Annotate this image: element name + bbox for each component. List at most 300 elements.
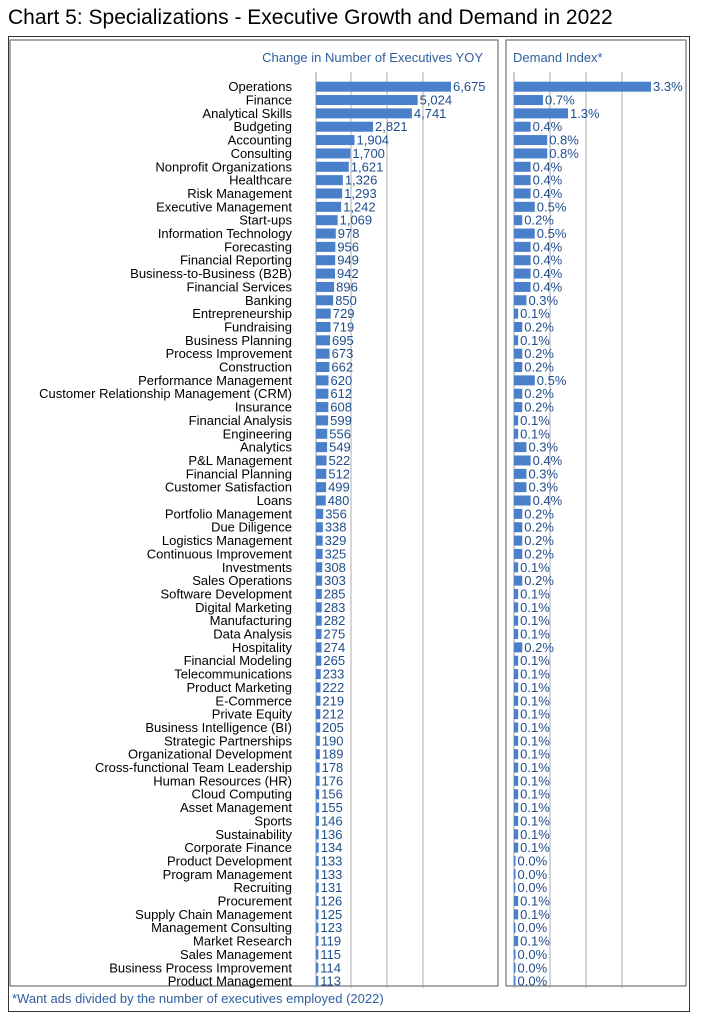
right-value-label: 0.1% (520, 666, 550, 682)
right-bar (514, 709, 518, 719)
category-label: Operations (228, 79, 292, 95)
right-value-label: 0.0% (517, 866, 548, 882)
left-bar (316, 255, 335, 265)
left-value-label: 4,741 (413, 105, 447, 121)
left-value-label: 212 (322, 706, 344, 722)
left-value-label: 123 (320, 920, 343, 936)
left-bar (316, 629, 322, 639)
left-bar (316, 976, 318, 986)
left-value-label: 978 (337, 226, 360, 242)
category-label: Recruiting (233, 880, 292, 896)
right-value-label: 0.1% (520, 706, 550, 722)
category-label: Financial Analysis (188, 412, 292, 428)
right-value-label: 0.0% (517, 920, 548, 936)
left-value-label: 549 (329, 439, 351, 455)
right-bar (514, 763, 518, 773)
category-label: Entrepreneurship (192, 306, 292, 322)
right-bar (514, 135, 547, 145)
category-label: Business-to-Business (B2B) (130, 266, 292, 282)
left-bar (316, 856, 319, 866)
left-value-label: 949 (337, 252, 359, 268)
category-label: Investments (221, 559, 292, 575)
left-value-label: 114 (320, 960, 342, 976)
right-value-label: 0.0% (517, 946, 548, 962)
category-label: Financial Services (186, 279, 292, 295)
right-bar (514, 522, 522, 532)
category-label: Cloud Computing (191, 786, 292, 802)
left-bar (316, 188, 342, 198)
right-value-label: 0.8% (549, 145, 579, 161)
left-bar (316, 549, 323, 559)
category-label: Product Development (166, 853, 292, 869)
left-value-label: 325 (324, 546, 347, 562)
left-value-label: 662 (331, 359, 354, 375)
right-value-label: 0.5% (536, 199, 567, 215)
category-label: Analytical Skills (202, 105, 292, 121)
right-value-label: 0.3% (528, 479, 559, 495)
left-value-label: 612 (330, 386, 353, 402)
left-value-label: 131 (320, 880, 343, 896)
category-label: Continuous Improvement (146, 546, 292, 562)
left-bar (316, 482, 326, 492)
left-bar (316, 536, 323, 546)
left-bar (316, 829, 319, 839)
left-bar (316, 295, 333, 305)
right-value-label: 0.0% (517, 960, 548, 976)
right-bar (514, 936, 518, 946)
right-bar (514, 95, 543, 105)
right-value-label: 0.4% (532, 185, 563, 201)
right-bar (514, 589, 518, 599)
left-bar (316, 496, 326, 506)
left-bar (316, 322, 331, 332)
left-panel-header: Change in Number of Executives YOY (262, 50, 483, 65)
right-value-label: 0.4% (532, 266, 563, 282)
left-bar (316, 282, 334, 292)
right-value-label: 0.2% (524, 639, 554, 655)
right-bar (514, 375, 535, 385)
left-bar (316, 883, 319, 893)
category-label: Information Technology (157, 226, 292, 242)
right-bar (514, 923, 516, 933)
right-value-label: 1.3% (569, 105, 600, 121)
left-bar (316, 869, 319, 879)
left-bar (316, 776, 320, 786)
right-value-label: 0.1% (520, 826, 550, 842)
right-bar (514, 309, 518, 319)
category-label: Software Development (160, 586, 292, 602)
category-label: E-Commerce (215, 693, 292, 709)
category-label: Customer Relationship Management (CRM) (39, 386, 292, 402)
right-bar (514, 669, 518, 679)
right-value-label: 0.2% (524, 359, 554, 375)
category-label: Due Diligence (211, 519, 292, 535)
right-value-label: 0.2% (524, 212, 554, 228)
left-value-label: 133 (320, 866, 343, 882)
category-label: Customer Satisfaction (164, 479, 292, 495)
category-label: Business Process Improvement (109, 960, 292, 976)
right-value-label: 0.1% (520, 559, 550, 575)
right-bar (514, 629, 518, 639)
left-bar (316, 522, 323, 532)
category-label: Hospitality (232, 639, 292, 655)
left-bar (316, 749, 320, 759)
right-value-label: 0.4% (532, 172, 563, 188)
right-value-label: 0.4% (532, 159, 563, 175)
right-bar (514, 509, 522, 519)
left-value-label: 338 (324, 519, 347, 535)
left-value-label: 695 (332, 332, 354, 348)
right-bar (514, 869, 516, 879)
category-label: Finance (245, 92, 292, 108)
left-value-label: 556 (329, 426, 351, 442)
left-bar (316, 349, 330, 359)
right-panel-header: Demand Index* (513, 50, 603, 65)
category-label: Financial Modeling (183, 653, 292, 669)
right-value-label: 0.1% (520, 733, 550, 749)
left-value-label: 1,242 (343, 199, 376, 215)
right-value-label: 0.4% (532, 239, 563, 255)
right-bar (514, 696, 518, 706)
right-bar (514, 656, 518, 666)
right-bar (514, 883, 516, 893)
right-bar (514, 816, 518, 826)
category-label: Consulting (230, 145, 292, 161)
left-bar (316, 909, 319, 919)
left-value-label: 119 (320, 933, 342, 949)
right-bar (514, 776, 518, 786)
right-value-label: 0.3% (528, 439, 559, 455)
right-bar (514, 536, 522, 546)
right-value-label: 0.2% (524, 346, 554, 362)
left-bar (316, 789, 319, 799)
right-value-label: 0.2% (524, 533, 554, 549)
right-value-label: 0.1% (520, 933, 550, 949)
left-bar (316, 269, 335, 279)
left-bar (316, 122, 373, 132)
category-label: Manufacturing (209, 613, 292, 629)
left-value-label: 329 (324, 533, 347, 549)
left-value-label: 6,675 (453, 79, 486, 95)
left-value-label: 176 (321, 773, 344, 789)
right-value-label: 0.4% (532, 279, 563, 295)
category-label: Process Improvement (165, 346, 292, 362)
right-bar (514, 269, 531, 279)
right-value-label: 0.7% (545, 92, 575, 108)
right-value-label: 0.1% (520, 893, 550, 909)
right-value-label: 0.1% (520, 626, 550, 642)
right-bar (514, 909, 518, 919)
left-bar (316, 215, 338, 225)
category-label: Procurement (217, 893, 292, 909)
right-value-label: 0.3% (528, 292, 559, 308)
right-bar (514, 576, 522, 586)
left-bar (316, 389, 328, 399)
category-label: Accounting (227, 132, 292, 148)
category-label: Risk Management (187, 185, 292, 201)
right-value-label: 0.1% (520, 599, 550, 615)
right-value-label: 0.1% (520, 653, 550, 669)
right-bar (514, 349, 522, 359)
left-value-label: 156 (321, 786, 343, 802)
left-bar (316, 335, 330, 345)
category-label: Telecommunications (174, 666, 292, 682)
left-value-label: 620 (330, 372, 353, 388)
right-value-label: 0.0% (517, 973, 548, 989)
category-label: Supply Chain Management (135, 906, 292, 922)
category-label: Business Planning (185, 332, 292, 348)
category-label: Financial Planning (185, 466, 292, 482)
left-bar (316, 362, 329, 372)
category-label: Fundraising (224, 319, 292, 335)
left-value-label: 265 (323, 653, 346, 669)
left-bar (316, 375, 329, 385)
right-value-label: 0.0% (517, 880, 548, 896)
right-value-label: 0.1% (520, 332, 550, 348)
right-bar (514, 963, 516, 973)
left-value-label: 5,024 (419, 92, 453, 108)
right-bar (514, 389, 522, 399)
category-label: Start-ups (239, 212, 292, 228)
left-value-label: 285 (323, 586, 346, 602)
right-bar (514, 442, 526, 452)
right-bar (514, 642, 522, 652)
category-label: Financial Reporting (179, 252, 292, 268)
category-label: Organizational Development (127, 746, 292, 762)
chart-title: Chart 5: Specializations - Executive Growth and Demand in 2022 (8, 6, 613, 29)
left-value-label: 729 (332, 306, 355, 322)
left-value-label: 205 (322, 719, 344, 735)
left-value-label: 942 (337, 266, 359, 282)
category-label: Nonprofit Organizations (155, 159, 292, 175)
right-bar (514, 202, 535, 212)
category-label: Forecasting (224, 239, 292, 255)
right-value-label: 0.2% (524, 319, 554, 335)
category-label: Insurance (234, 399, 292, 415)
left-bar (316, 963, 318, 973)
right-value-label: 0.1% (520, 840, 550, 856)
right-bar (514, 282, 531, 292)
right-value-label: 0.1% (520, 760, 550, 776)
right-bar (514, 108, 568, 118)
category-label: Sales Management (179, 946, 292, 962)
right-value-label: 0.1% (520, 800, 550, 816)
right-value-label: 0.1% (520, 693, 550, 709)
left-value-label: 274 (323, 639, 346, 655)
left-value-label: 956 (337, 239, 360, 255)
right-value-label: 0.1% (520, 746, 550, 762)
left-value-label: 219 (322, 693, 345, 709)
right-bar (514, 549, 522, 559)
left-bar (316, 616, 322, 626)
left-value-label: 850 (335, 292, 357, 308)
left-bar (316, 242, 335, 252)
left-bar (316, 656, 321, 666)
right-bar (514, 789, 518, 799)
category-label: Market Research (193, 933, 292, 949)
right-value-label: 0.1% (520, 586, 550, 602)
right-bar (514, 843, 518, 853)
left-value-label: 133 (320, 853, 343, 869)
right-value-label: 0.1% (520, 426, 550, 442)
left-bar (316, 722, 320, 732)
right-bar (514, 415, 518, 425)
category-label: Corporate Finance (184, 840, 292, 856)
right-bar (514, 335, 518, 345)
right-bar (514, 736, 518, 746)
right-bar (514, 749, 518, 759)
left-value-label: 896 (336, 279, 358, 295)
left-value-label: 1,069 (339, 212, 373, 228)
category-label: Data Analysis (213, 626, 292, 642)
left-bar (316, 455, 327, 465)
right-bar (514, 122, 531, 132)
left-bar (316, 162, 349, 172)
left-bar (316, 602, 322, 612)
left-value-label: 136 (320, 826, 343, 842)
category-label: Human Resources (HR) (153, 773, 292, 789)
right-value-label: 0.4% (532, 119, 563, 135)
right-bar (514, 469, 526, 479)
left-value-label: 356 (325, 506, 347, 522)
left-bar (316, 669, 321, 679)
right-bar (514, 188, 531, 198)
category-label: Program Management (162, 866, 292, 882)
right-bar (514, 175, 531, 185)
category-label: Banking (245, 292, 292, 308)
left-value-label: 1,293 (344, 185, 377, 201)
right-bar (514, 616, 518, 626)
left-bar (316, 442, 327, 452)
left-value-label: 190 (321, 733, 344, 749)
category-label: Product Marketing (186, 679, 292, 695)
left-value-label: 134 (320, 840, 343, 856)
left-bar (316, 923, 318, 933)
left-value-label: 189 (321, 746, 344, 762)
right-bar (514, 322, 522, 332)
right-bar (514, 803, 518, 813)
right-bar (514, 896, 518, 906)
footnote: *Want ads divided by the number of executives employed (2022) (12, 991, 384, 1006)
right-bar (514, 455, 531, 465)
category-label: Construction (219, 359, 292, 375)
left-value-label: 233 (322, 666, 345, 682)
left-value-label: 303 (324, 573, 346, 589)
category-label: Cross-functional Team Leadership (94, 760, 292, 776)
category-label: Engineering (222, 426, 292, 442)
left-bar (316, 82, 451, 92)
right-value-label: 0.2% (524, 519, 554, 535)
left-bar (316, 95, 418, 105)
left-value-label: 178 (321, 760, 344, 776)
category-label: Digital Marketing (195, 599, 292, 615)
left-value-label: 115 (320, 946, 342, 962)
right-bar (514, 295, 526, 305)
left-bar (316, 469, 326, 479)
right-value-label: 0.0% (517, 853, 548, 869)
right-value-label: 0.4% (532, 493, 563, 509)
left-bar (316, 108, 412, 118)
left-bar (316, 175, 343, 185)
right-bar (514, 496, 531, 506)
right-value-label: 0.1% (520, 412, 550, 428)
left-bar (316, 562, 322, 572)
right-value-label: 0.1% (520, 613, 550, 629)
left-value-label: 146 (320, 813, 343, 829)
left-value-label: 608 (330, 399, 352, 415)
left-bar (316, 229, 336, 239)
category-label: Business Intelligence (BI) (145, 719, 292, 735)
left-value-label: 282 (323, 613, 346, 629)
category-label: Healthcare (229, 172, 292, 188)
left-bar (316, 589, 322, 599)
right-value-label: 0.1% (520, 906, 550, 922)
right-value-label: 0.1% (520, 813, 550, 829)
left-bar (316, 696, 320, 706)
left-value-label: 275 (323, 626, 346, 642)
right-bar (514, 82, 651, 92)
left-bar (316, 402, 328, 412)
right-value-label: 0.2% (524, 546, 554, 562)
left-value-label: 113 (320, 973, 342, 989)
left-value-label: 126 (320, 893, 343, 909)
category-label: Executive Management (156, 199, 292, 215)
left-bar (316, 896, 319, 906)
category-label: Analytics (239, 439, 292, 455)
right-value-label: 0.2% (524, 573, 554, 589)
right-bar (514, 856, 516, 866)
right-bar (514, 162, 531, 172)
category-label: Performance Management (138, 372, 292, 388)
category-label: Sustainability (215, 826, 292, 842)
category-label: P&L Management (188, 452, 292, 468)
left-value-label: 1,326 (344, 172, 378, 188)
left-bar (316, 709, 320, 719)
right-value-label: 0.8% (549, 132, 579, 148)
left-bar (316, 816, 319, 826)
right-bar (514, 229, 535, 239)
category-label: Logistics Management (161, 533, 292, 549)
left-bar (316, 429, 327, 439)
right-value-label: 0.4% (532, 252, 563, 268)
left-value-label: 480 (327, 493, 350, 509)
left-bar (316, 803, 319, 813)
right-bar (514, 148, 547, 158)
left-bar (316, 509, 323, 519)
left-value-label: 499 (328, 479, 350, 495)
left-value-label: 283 (323, 599, 346, 615)
left-value-label: 308 (324, 559, 346, 575)
right-bar (514, 602, 518, 612)
right-value-label: 0.3% (528, 466, 559, 482)
right-bar (514, 242, 531, 252)
left-bar (316, 135, 355, 145)
left-bar (316, 843, 319, 853)
right-bar (514, 482, 526, 492)
category-label: Strategic Partnerships (164, 733, 292, 749)
category-label: Management Consulting (151, 920, 292, 936)
left-value-label: 1,904 (356, 132, 390, 148)
left-bar (316, 736, 320, 746)
left-value-label: 719 (332, 319, 355, 335)
right-bar (514, 562, 518, 572)
right-bar (514, 429, 518, 439)
right-bar (514, 402, 522, 412)
right-value-label: 0.5% (536, 372, 567, 388)
right-value-label: 0.2% (524, 506, 554, 522)
left-value-label: 599 (330, 412, 352, 428)
left-value-label: 1,621 (350, 159, 384, 175)
